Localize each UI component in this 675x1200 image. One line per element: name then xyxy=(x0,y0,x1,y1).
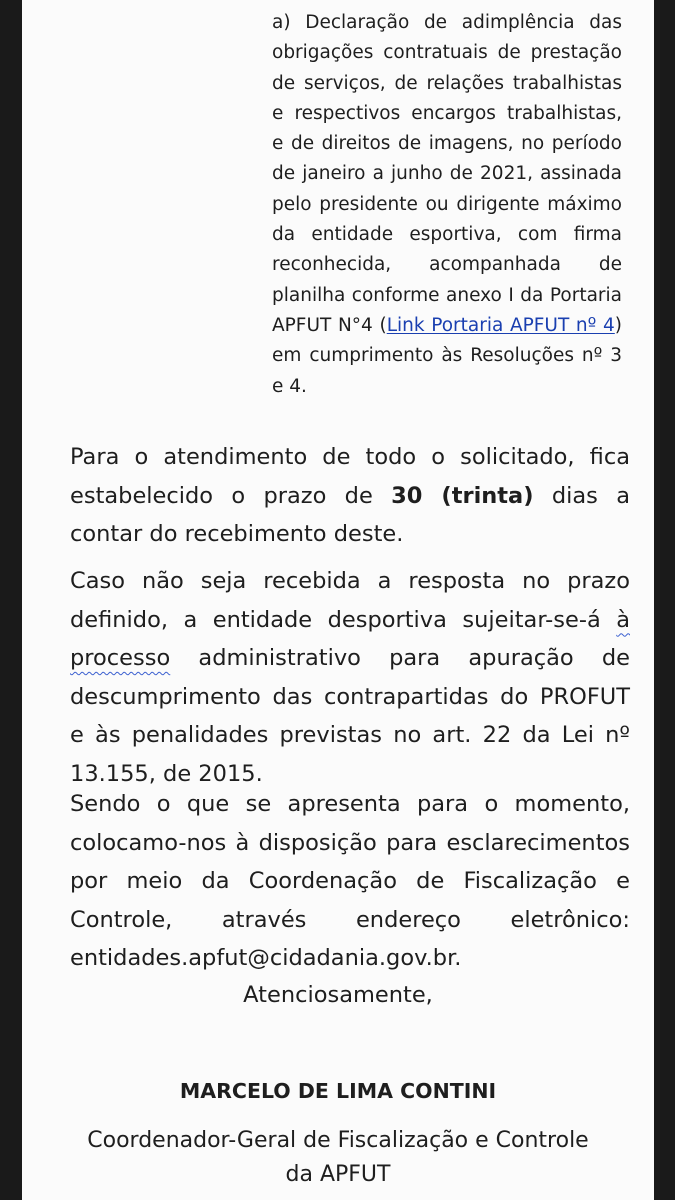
deadline-paragraph xyxy=(70,438,630,554)
item-a-text-end: ) em cumprimento às Resoluções nº 3 e 4. xyxy=(272,314,622,397)
penalty-paragraph xyxy=(70,562,630,793)
deadline-text-end: dias a contar do recebimento deste. xyxy=(70,482,630,547)
penalty-text: Caso não seja recebida a resposta no prazo definido, a entidade desportiva sujeitar-se-á xyxy=(70,568,630,633)
deadline-bold: 30 (trinta) xyxy=(391,482,534,509)
signatory-title-line2: da APFUT xyxy=(285,1162,391,1187)
contact-paragraph: Sendo o que se apresenta para o momento, colocamo-nos à disposição para esclarecimentos por meio da Coordenação de Fiscalização e Controle, através endereço eletrônico: entidades.apfut@cidadania.gov.br. xyxy=(70,791,630,971)
signatory-title-line1: Coordenador-Geral de Fiscalização e Controle xyxy=(87,1128,589,1153)
document-page xyxy=(22,0,654,1200)
grammar-flag[interactable]: à processo xyxy=(70,606,630,671)
signatory-name: MARCELO DE LIMA CONTINI xyxy=(179,1079,497,1103)
item-a-text: a) Declaração de adimplência das obrigações contratuais de prestação de serviços, de relações trabalhistas e respectivos encargos trabalhistas, e de direitos de imagens, no período de janeiro a junho de 2021, assinada pelo presidente ou dirigente máximo da entidade esportiva, com firma reconhecida, acompanhada de planilha conforme anexo I da Portaria APFUT N°4 ( xyxy=(272,12,622,336)
item-a xyxy=(272,8,622,402)
penalty-text-end: administrativo para apuração de descumprimento das contrapartidas do PROFUT e às penalidades previstas no art. 22 da Lei nº 13.155, de 2015. xyxy=(70,645,630,787)
portaria-link[interactable]: Link Portaria APFUT nº 4 xyxy=(386,314,615,336)
signatory-title xyxy=(22,1124,654,1192)
closing-salutation: Atenciosamente, xyxy=(243,982,433,1008)
deadline-text: Para o atendimento de todo o solicitado, fica estabelecido o prazo de xyxy=(70,444,630,509)
